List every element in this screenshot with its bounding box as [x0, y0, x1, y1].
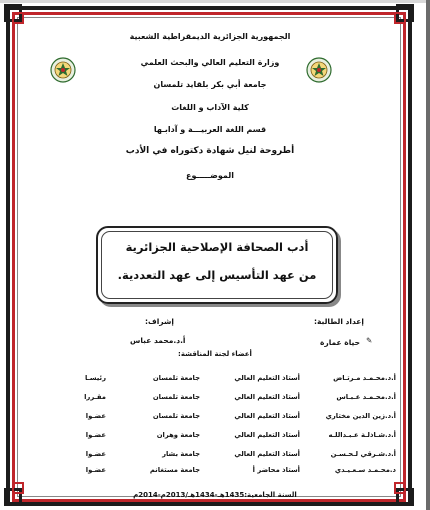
- corner-ornament-top-left: [4, 4, 24, 24]
- committee-member-institution: جامعة وهران: [156, 431, 200, 439]
- committee-member-name: أ.د.شـاذلـة عـبـداللـه: [328, 431, 396, 439]
- student-name: حياة عمارة: [319, 338, 360, 347]
- committee-member-rank: أستاذ التعليم العالي: [234, 393, 300, 401]
- university-emblem-left: [50, 57, 76, 83]
- committee-member-institution: جامعة تلمسان: [152, 374, 200, 382]
- supervisor-label: إشراف:: [145, 317, 174, 326]
- faculty-name: كلية الآداب و اللغات: [171, 103, 249, 112]
- committee-member-name: د.محـمـد سـعـيـدي: [334, 466, 396, 474]
- committee-member-role: عضـوا: [85, 466, 106, 474]
- committee-row: [26, 374, 396, 388]
- committee-member-institution: جامعة تلمسان: [152, 393, 200, 401]
- committee-label: أعضاء لجنة المناقشة:: [178, 350, 252, 358]
- ministry-name: وزارة التعليم العالي والبحث العلمي: [140, 58, 280, 67]
- committee-member-role: رئيسـا: [84, 374, 106, 382]
- committee-member-institution: جامعة بشار: [162, 450, 200, 458]
- committee-member-role: مقـررا: [84, 393, 106, 401]
- committee-member-rank: أستاذ التعليم العالي: [234, 374, 300, 382]
- university-name: جامعة أبي بكر بلقايد تلمسان: [153, 80, 267, 89]
- committee-member-name: أ.د.محـمـد مـرتـاض: [333, 374, 396, 382]
- corner-ornament-top-right: [396, 4, 416, 24]
- academic-year: السنة الجامعية:1435هـ-1434هـ/2013م-2014م: [133, 491, 297, 499]
- committee-member-name: أ.د.محـمـد عـبـاس: [336, 393, 396, 401]
- page-top-edge: [0, 0, 430, 3]
- department-name: قسم اللغة العربيـــة و آدابـها: [153, 125, 267, 134]
- subject-label: الموضـــــوع: [185, 171, 234, 180]
- committee-row: [26, 431, 396, 445]
- pen-icon: ✎: [366, 336, 373, 345]
- committee-member-role: عضـوا: [85, 412, 106, 420]
- student-label: إعداد الطالبة:: [314, 317, 364, 326]
- committee-member-rank: أستاذ التعليم العالي: [234, 431, 300, 439]
- thesis-title-line-1: أدب الصحافة الإصلاحية الجزائرية: [125, 240, 309, 254]
- committee-row: [26, 466, 396, 480]
- committee-member-rank: أستاذ التعليم العالي: [234, 412, 300, 420]
- corner-ornament-bottom-left: [4, 486, 24, 506]
- thesis-title-line-2: من عهد التأسيس إلى عهد التعددية.: [117, 268, 317, 282]
- supervisor-name: أ.د.محمد عباس: [130, 336, 186, 345]
- committee-member-institution: جامعة مستغانم: [149, 466, 200, 474]
- corner-ornament-bottom-right: [396, 486, 416, 506]
- republic-name: الجمهورية الجزائرية الديمقراطية الشعبية: [129, 32, 291, 41]
- committee-member-rank: أستاذ التعليم العالي: [234, 450, 300, 458]
- thesis-title-box: [96, 226, 338, 304]
- degree-statement: أطروحة لنيل شهادة دكتوراه في الأدب: [125, 146, 295, 156]
- committee-member-rank: أستاذ محاضر أ: [252, 466, 300, 474]
- committee-row: [26, 450, 396, 464]
- committee-row: [26, 393, 396, 407]
- committee-member-role: عضـوا: [85, 431, 106, 439]
- committee-row: [26, 412, 396, 426]
- committee-member-role: عضـوا: [85, 450, 106, 458]
- committee-member-name: أ.د.شـرقي لـحـسـن: [330, 450, 396, 458]
- committee-member-institution: جامعة تلمسان: [152, 412, 200, 420]
- committee-member-name: أ.د.زين الدين مختاري: [325, 412, 396, 420]
- page-right-edge: [426, 0, 430, 510]
